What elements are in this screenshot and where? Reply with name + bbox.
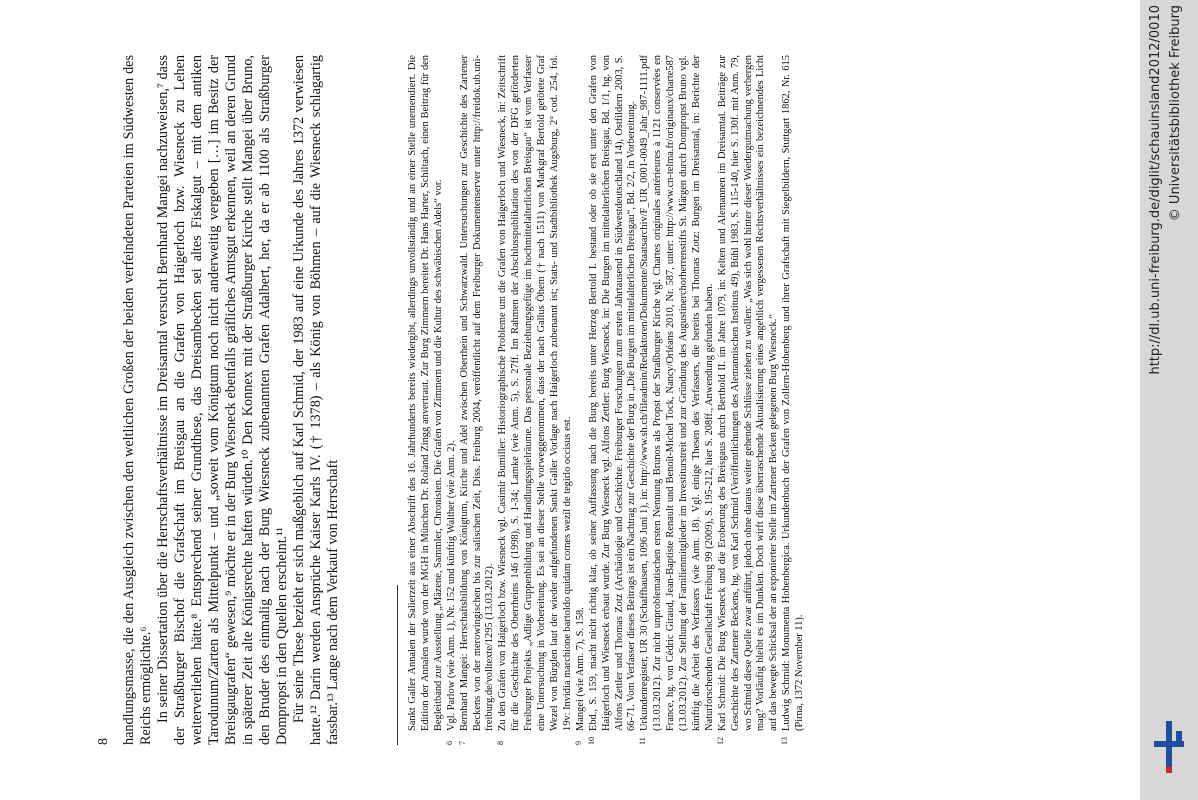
footnote-8: 8 Zu den Grafen von Haigerloch bzw. Wiesneck vgl. Casimir Bumiller: Historiographische Probleme um die Grafen von Haigerloch und Wiesneck, in: Zeitschrift für die Geschichte des Oberrheins 146 (1998), S. 1-34; Lamke (wie Anm. 5), S. 27ff. Im Rahmen der Abschlusspublikation des von der DFG geförderten Freiburger Projekts „Adlige Gruppenbildung und Handlungsspielräume. Das personale Beziehungsgefüge im hochmittelalterlichen Breisgau“ ist vom Verfasser eine Untersuchung in Vorbereitung. Es sei an dieser Stelle vorweggenommen, dass der nach Gallus Öhem († nach 1511) von Markgraf Bertold getötete Graf Wezel von Bürglen laut der wieder aufgefundenen Sankt Galler Vorlage nach Haigerloch zubenannt ist; Stats- und Stadtbibliothek Augsburg, 2° cod. 254, fol. 19v: Invidia marchione bartoldo quidam comes wezil de tegirlo occisus est. [496, 55, 573, 745]
library-sidebar [1140, 0, 1198, 800]
main-paragraph-2: In seiner Dissertation über die Herrschaftsverhältnisse im Dreisamtal versucht Bernhard Mangei nachzuweisen,⁷ dass der Straßburger Bischof die Grafschaft im Breisgau an die Grafen von Haigerloch bzw. Wiesneck zu Lehen weiterverliehen hätte.⁸ Entsprechend seiner Grundthese, das Dreisambecken sei altes Fiskalgut – mit dem antiken Tarodunum/Zarten als Mittelpunkt – und „soweit vom Königtum noch nicht anderweitig vergeben […] im Besitz der Breisgaugrafen“ gewesen,⁹ möchte er in der Burg Wiesneck ebenfalls gräfliches Amtsgut erkennen, weil an deren Grund in späterer Zeit alte Königsrechte haften würden.¹⁰ Den Konnex mit der Straßburger Kirche stellt Mangei über Bruno, den Bruder des einmalig nach der Burg Wiesneck zubenannten Grafen Adalbert, her, da er ab 1100 als Straßburger Dompropst in den Quellen erscheint.¹¹ [155, 55, 290, 745]
main-text [121, 55, 391, 745]
logo-bar-red [1166, 767, 1172, 773]
footnote-continued: Sankt Galler Annalen der Salierzeit aus einer Abschrift des 16. Jahrhunderts bereits wiedergibt, allerdings unvollständig und an einer Stelle unemendiert. Die Edition der Annalen wurde von der MGH in München Dr. Roland Zingg anvertraut. Zur Burg Zimmern bereitet Dr. Hans Harter, Schiltach, einen Beitrag für den Begleitband zur Ausstellung „Mäzene, Sammler, Chronisten. Die Grafen von Zimmern und die Kultur des schwäbischen Adels“ vor. [407, 55, 444, 731]
page-content [95, 55, 1125, 745]
footnote-9: 9 Mangei (wie Anm. 7), S. 158. [573, 607, 586, 745]
copyright-notice: © Universitätsbibliothek Freiburg [1168, 5, 1183, 222]
footnote-7: 7 Bernhard Mangei: Herrschaftsbildung von Königtum, Kirche und Adel zwischen Oberrhein und Schwarzwald. Untersuchungen zur Geschichte des Zartener Beckens von der merowingischen bis zur salischen Zeit, Diss. Freiburg 2004, veröffentlicht auf dem Freiburger Dokumentenserver unter http://freidok.ub.uni-freiburg.de/volltexte/1295 (13.03.2012). [457, 55, 496, 745]
scanned-page [95, 55, 1198, 755]
footnote-6: 6 Vgl. Parlow (wie Anm. 1), Nr. 152 und künftig Walther (wie Anm. 2). [444, 440, 457, 745]
footnote-13: 13 Ludwig Schmid: Monumenta Hohenbergica. Urkundenbuch der Grafen von Zollern-Hohenberg und ihrer Grafschaft mit Siegelbildern, Stuttgart 1862, Nr. 615 (Pirna, 1372 November 11). [780, 55, 806, 745]
footnote-12: 12 Karl Schmid: Die Burg Wiesneck und die Eroberung des Breisgaus durch Berthold II. im Jahre 1079, in: Kelten und Alemannen im Dreisamtal. Beiträge zur Geschichte des Zartener Beckens, hg. von Karl Schmid (Veröffentlichungen des Alemannischen Instituts 49), Bühl 1983, S. 115-140, hier S. 130f. mit Anm. 79, wo Schmid diese Quelle zwar anführt, jedoch ohne daraus weiter gehende Schlüsse ziehen zu wollen: „Was sich wohl hinter dieser Wiedergutmachung verbergen mag? Vorläufig bleibt es im Dunklen. Doch wirft diese überraschende Aktualisierung eines angeblich vergessenen Rechtsverhältnisses ein bezeichnendes Licht auf das bewegte Schicksal der an exponierter Stelle im Zartener Becken gelegenen Burg Wiesneck.“ [715, 55, 780, 745]
sidebar-text-block [1146, 5, 1188, 660]
page-number: 8 [96, 738, 111, 745]
footnote-10: 10 Ebd., S. 159, macht nicht richtig klar, ob seiner Auffassung nach die Burg bereits unter Herzog Bertold I. bestand oder ob sie erst unter den Grafen von Haigerloch und Wiesneck erbaut wurde. Zur Burg Wiesneck vgl. Alfons Zettler: Burg Wiesneck, in: Die Burgen im mittelalterlichen Breisgau, Bd. 1/1, hg. von Alfons Zettler und Thomas Zotz (Archäologie und Geschichte. Freiburger Forschungen zum ersten Jahrtausend in Südwestdeutschland 14), Ostfildern 2003, S. 66-71. Vom Verfasser dieses Beitrags ist ein Nachtrag zur Geschichte der Burg in „Die Burgen im mittelalterlichen Breisgau“, Bd. 2/2, in Vorbereitung. [586, 55, 638, 745]
footnote-separator [397, 585, 398, 745]
logo-bar-top [1176, 731, 1182, 745]
footnote-11: 11 Urkundenregister, UR 30 (Schaffhausen, 1096 Juni 1), in: http://www.sh.ch/fileadmin/Redaktoren/Dokumente/Staatsarchiv/F_UR_0001-0049_Jahr_987-1111.pdf (13.03.2012). Zur nicht unproblematischen ersten Nennung Brunos als Propst der Straßburger Kirche vgl. Chartes originales antérieures à 1121 conservées en France, hg. von Cédric Giraud, Jean-Baptiste Renault und Benoît-Michel Tock, Nancy/Orléans 2010, Nr. 587, unter: http://www.cn-telma.fr/originaux/charte587 (13.03.2012). Zur Stellung der Familienmitglieder im Investiturstreit und zur Gründung des Augustinerchorherrenstifts St. Märgen durch Dompropst Bruno vgl. künftig die Arbeit des Verfassers (wie Anm. 18). Vgl. einige Thesen des Verfassers, die bereits bei Thomas Zotz: Burgen im Dreisamtal, in: Berichte der Naturforschenden Gesellschaft Freiburg 99 (2009), S. 195-212, hier S. 208ff., Anwendung gefunden haben. [638, 55, 715, 745]
digital-library-link[interactable]: http://dl.ub.uni-freiburg.de/diglit/schauinsland2012/0010 [1148, 5, 1163, 375]
footnotes [407, 55, 1112, 745]
main-paragraph-3: Für seine These bezieht er sich maßgeblich auf Karl Schmid, der 1983 auf eine Urkunde des Jahres 1372 verwiesen hatte.¹² Darin werden Ansprüche Kaiser Karls IV. († 1378) – als König von Böhmen – auf die Wiesneck schlagartig fassbar.¹³ Lange nach dem Verkauf von Herrschaft [291, 55, 341, 745]
main-paragraph-1: handlungsmasse, die den Ausgleich zwischen den weltlichen Großen der beiden verfeindeten Parteien im Südwesten des Reichs ermöglichte.⁶ [121, 55, 154, 745]
university-library-logo-icon [1148, 715, 1190, 775]
